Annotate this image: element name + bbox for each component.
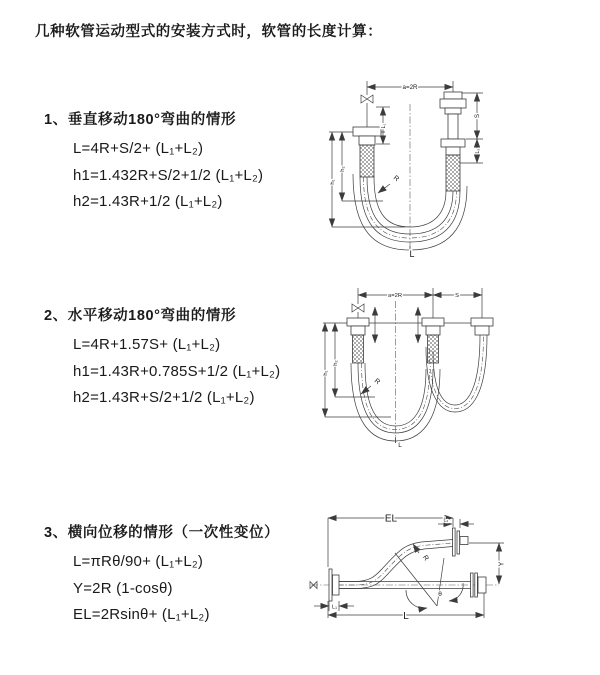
dim-label-s: S (455, 293, 459, 299)
dim-label-h2: h₂ (333, 360, 339, 366)
diagram-vertical-u-bend-drawing (315, 74, 505, 260)
formula-h1: h1=1.43R+0.785S+1/2 (L₁+L₂) (73, 362, 281, 380)
theta-label: θ (438, 591, 442, 598)
dimension-lines (323, 288, 487, 417)
section-horizontal-movement (44, 304, 280, 407)
formula-l: L=4R+1.57S+ (L₁+L₂) (73, 336, 221, 353)
braided-hose-section (446, 155, 460, 191)
formula-l: L=4R+S/2+ (L₁+L₂) (73, 140, 204, 157)
dim-label-a2r: a=2R (387, 293, 403, 299)
page-title: 几种软管运动型式的安装方式时，软管的长度计算： (35, 24, 383, 40)
formula-el: EL=2Rsinθ+ (L₁+L₂) (73, 606, 210, 623)
radius-label: R (391, 174, 401, 184)
length-label: L (403, 610, 409, 622)
valve-and-fittings (353, 92, 466, 191)
dimension-labels (332, 514, 505, 622)
section-2-heading: 2、水平移动180°弯曲的情形 (44, 308, 237, 324)
section-vertical-movement (44, 108, 263, 211)
diagram-lateral-offset-drawing (303, 497, 508, 630)
diagram-horizontal-u-bend-drawing (315, 283, 505, 451)
dim-label-l1: L₁ (381, 123, 387, 129)
section-1-heading: 1、垂直移动180°弯曲的情形 (44, 112, 237, 128)
diagram-vertical-u-bend (315, 74, 505, 260)
dim-label-l1: L₁ (332, 604, 337, 611)
u-hose-curves (351, 335, 487, 443)
formula-l: L=πRθ/90+ (L₁+L₂) (73, 553, 204, 570)
valve-icon (352, 304, 364, 312)
formula-h1: h1=1.432R+S/2+1/2 (L₁+L₂) (73, 166, 264, 184)
braided-hose-section (360, 145, 374, 177)
valve-icon (361, 95, 373, 103)
section-3-heading: 3、横向位移的情形（一次性变位） (44, 525, 280, 541)
dim-label-el: EL (384, 513, 398, 525)
formula-h2: h2=1.43R+1/2 (L₁+L₂) (73, 193, 223, 210)
dim-label-h1: h₁ (330, 179, 336, 185)
dim-label-l2: L₂ (443, 517, 449, 524)
braided-hose-section (353, 335, 364, 363)
dim-label-h2: h₂ (340, 166, 346, 172)
dim-label-l2: L₂ (475, 148, 481, 154)
dim-label-y: Y (498, 561, 506, 567)
length-label: L (409, 249, 415, 259)
dim-label-h1: h₁ (323, 370, 329, 376)
radius-label: R (420, 554, 430, 563)
section-lateral-offset (44, 521, 279, 624)
hose-curves (339, 540, 471, 609)
diagram-horizontal-u-bend (315, 283, 505, 451)
length-label: L (398, 442, 402, 449)
radius-label: R (372, 377, 382, 387)
fittings (310, 528, 486, 601)
dim-label-a2r: a=2R (402, 84, 418, 92)
diagram-lateral-offset (303, 497, 508, 630)
formula-y: Y=2R (1-cosθ) (73, 579, 173, 597)
dimension-lines (314, 518, 504, 618)
formula-h2: h2=1.43R+S/2+1/2 (L₁+L₂) (73, 389, 255, 406)
valve-and-fittings (347, 304, 493, 363)
dim-label-s: S (474, 113, 481, 119)
